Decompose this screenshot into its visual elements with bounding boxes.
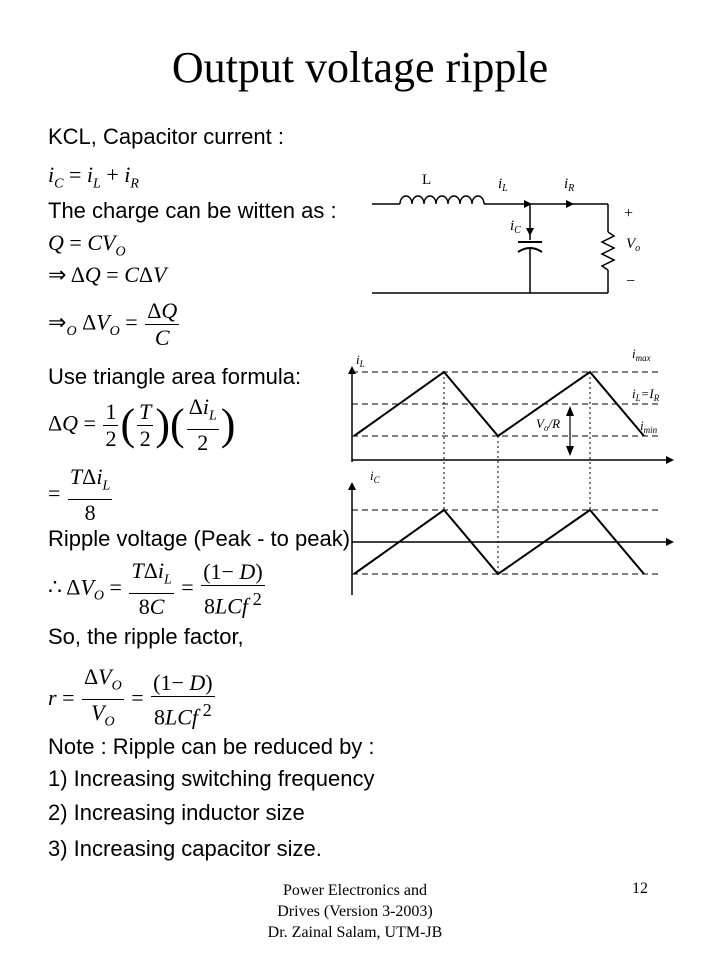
footer-line-1: Power Electronics and — [283, 882, 427, 899]
delta-v-arrow-down — [566, 446, 574, 456]
plus-label: + — [624, 205, 634, 222]
inductor-label: L — [422, 172, 432, 188]
triangle-area-equation: ΔQ = $\frac{1}{2}$ ( $\frac{T}{2}$ )( $\frac{\Delta i_L}{2}$ ) — [48, 394, 236, 456]
ripple-factor-equation: r = $\frac{\Delta V_O}{V_O}$ = $\frac{(1- D)}{8LCf ^2}$ — [48, 664, 213, 730]
delta-vo-equation: $\Rightarrow_O$ $\Delta V_O$ = $\frac{\Delta Q}{C}$ — [48, 298, 178, 350]
footer-line-2: Drives (Version 3-2003) — [277, 903, 433, 920]
charge-heading: The charge can be witten as : — [48, 198, 337, 223]
footer-line-3: Dr. Zainal Salam, UTM-JB — [267, 924, 443, 941]
triangle-heading: Use triangle area formula: — [48, 364, 302, 389]
waveform-diagram — [340, 340, 700, 605]
vo-over-r-label: $V_o/R$ — [536, 416, 561, 433]
il-x-axis-arrow — [666, 456, 674, 464]
delta-charge-equation: ⇒ ΔQ = CΔV — [48, 262, 167, 287]
il-waveform — [354, 372, 644, 436]
il-equals-ir-label: $i_L=I_R$ — [632, 386, 660, 403]
il-y-axis-arrow — [348, 366, 356, 374]
note-item-1: 1) Increasing switching frequency — [48, 766, 375, 791]
imax-label: $i_{max}$ — [632, 346, 651, 363]
footer-credit — [230, 880, 480, 943]
slide-title: Output voltage ripple — [171, 43, 549, 92]
imin-label: $i_{min}$ — [640, 418, 658, 435]
il-arrow — [524, 200, 532, 208]
kcl-equation: $i_C = i_L + i_R$ — [48, 162, 139, 192]
charge-equation: $Q = CV_O$ — [48, 230, 126, 260]
vo-label: $V_o$ — [626, 236, 641, 254]
minus-label: − — [626, 273, 636, 290]
ir-arrow — [566, 200, 574, 208]
note-heading: Note : Ripple can be reduced by : — [48, 734, 375, 759]
resistor-symbol — [602, 232, 614, 270]
page-number: 12 — [632, 880, 648, 897]
note-item-3: 3) Increasing capacitor size. — [48, 836, 322, 861]
inductor-symbol — [400, 196, 484, 204]
ripple-heading: Ripple voltage (Peak - to peak) — [48, 526, 351, 551]
ripple-factor-heading: So, the ripple factor, — [48, 624, 244, 649]
ic-arrow — [526, 228, 534, 236]
il-label: $i_L$ — [498, 176, 508, 194]
ic-axis-label: $i_C$ — [370, 468, 380, 485]
delta-charge-result: = $\frac{T\Delta i_L}{8}$ — [48, 464, 111, 526]
ic-x-axis-arrow — [666, 538, 674, 546]
ripple-equation: ∴ $\Delta V_O$ = $\frac{T\Delta i_L}{8C}$ = $\frac{(1- D)}{8LCf ^2}$ — [48, 558, 263, 620]
ic-y-axis-arrow — [348, 482, 356, 490]
ic-label: $i_C$ — [510, 218, 521, 236]
circuit-diagram — [360, 160, 680, 305]
il-axis-label: $i_L$ — [356, 352, 365, 369]
kcl-heading: KCL, Capacitor current : — [48, 124, 284, 149]
ir-label: $i_R$ — [564, 176, 575, 194]
delta-v-arrow-up — [566, 406, 574, 416]
note-item-2: 2) Increasing inductor size — [48, 800, 305, 825]
